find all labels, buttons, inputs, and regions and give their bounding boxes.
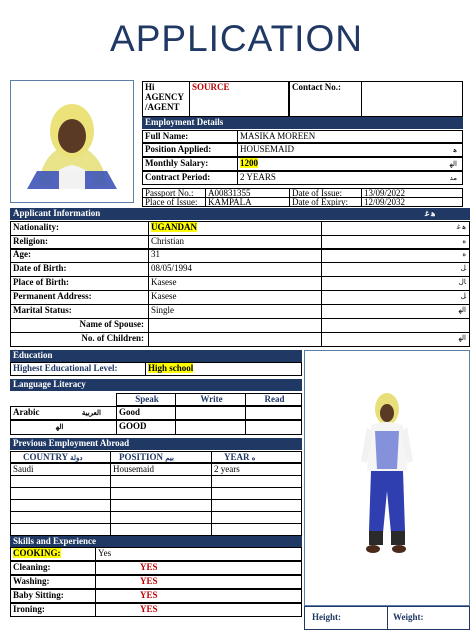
- applicant-value: Kasese: [148, 276, 322, 291]
- applicant-label: Place of Birth:: [10, 276, 149, 291]
- prev-row-position: [110, 523, 212, 536]
- portrait-icon: [11, 81, 133, 202]
- skill-value: Yes: [95, 547, 302, 561]
- applicant-value: Kasese: [148, 290, 322, 305]
- skill-label: Ironing:: [10, 603, 96, 617]
- passport-no-label: Passport No.:: [142, 188, 206, 198]
- portrait-photo: [10, 80, 134, 203]
- prev-row-year: 2 years: [211, 463, 302, 476]
- applicant-arabic: ﻞ: [321, 290, 470, 305]
- weight-label: Weight:: [393, 612, 424, 622]
- prev-row-country: Saudi: [10, 463, 111, 476]
- contact-label: Contact No.:: [289, 81, 362, 117]
- applicant-arabic: ﺎﻝ: [321, 276, 470, 291]
- applicant-arabic: ﺍﻟﻬ: [321, 304, 470, 319]
- fullbody-photo: [304, 350, 470, 606]
- applicant-label: Nationality:: [10, 221, 149, 236]
- language-header: Language Literacy: [10, 379, 302, 391]
- contact-value: [361, 81, 463, 117]
- education-level-value: High school: [145, 362, 302, 376]
- language-english-write: [175, 420, 246, 435]
- applicant-arabic: ﻫ ﻏ: [321, 221, 470, 236]
- contract-label: Contract Period:: [142, 171, 238, 185]
- prev-row-year: [211, 523, 302, 536]
- language-col-read: Read: [245, 393, 302, 406]
- applicant-label: Name of Spouse:: [10, 318, 149, 333]
- language-col-speak: Speak: [116, 393, 176, 406]
- applicant-value: Christian: [148, 235, 322, 250]
- applicant-label: No. of Children:: [10, 332, 149, 347]
- skill-value: YES: [95, 603, 302, 617]
- full-name-label: Full Name:: [142, 130, 238, 143]
- place-issue-value: KAMPALA: [205, 197, 290, 207]
- prev-row-country: [10, 523, 111, 536]
- contract-value: 2 YEARS ﻣﺪ: [237, 171, 463, 185]
- applicant-label: Marital Status:: [10, 304, 149, 319]
- applicant-arabic: ﻩ: [321, 248, 470, 263]
- prev-col-country: COUNTRY دولة: [10, 451, 111, 463]
- language-english-read: [245, 420, 302, 435]
- language-row-arabic: Arabic العربية: [10, 406, 117, 420]
- height-label: Height:: [312, 612, 341, 622]
- agency-label: Hi AGENCY /AGENT: [142, 81, 190, 117]
- prev-row-position: Housemaid: [110, 463, 212, 476]
- applicant-arabic: ﻩ: [321, 235, 470, 250]
- measure-divider: [387, 606, 388, 630]
- language-col-write: Write: [175, 393, 246, 406]
- source-cell: SOURCE: [189, 81, 289, 117]
- applicant-value: [148, 318, 322, 333]
- prev-col-year: YEAR ﻩ: [211, 451, 302, 463]
- date-issue-value: 13/09/2022: [361, 188, 463, 198]
- applicant-value: 31: [148, 248, 322, 263]
- position-value: HOUSEMAID ﻫ: [237, 143, 463, 157]
- education-header: Education: [10, 350, 302, 362]
- skill-value: YES: [95, 575, 302, 589]
- fullbody-icon: [305, 351, 469, 605]
- language-row-english: ﺍﻟﻬ: [10, 420, 117, 435]
- skill-label: Washing:: [10, 575, 96, 589]
- language-arabic-read: [245, 406, 302, 420]
- applicant-value: 08/05/1994: [148, 262, 322, 277]
- applicant-arabic: ﻞ: [321, 262, 470, 277]
- applicant-value: [148, 332, 322, 347]
- salary-value: 1200 ﺍﻟﻬ: [237, 157, 463, 171]
- previous-employment-header: Previous Employment Abroad: [10, 438, 302, 450]
- prev-col-position: POSITION ﺑﻴﻢ: [110, 451, 212, 463]
- skill-label: Baby Sitting:: [10, 589, 96, 603]
- language-arabic-write: [175, 406, 246, 420]
- place-issue-label: Place of Issue:: [142, 197, 206, 207]
- applicant-info-header: Applicant Information ﻫ ﻏ: [10, 208, 470, 220]
- language-arabic-speak: Good: [116, 406, 176, 420]
- skill-value: YES: [95, 589, 302, 603]
- skills-header: Skills and Experience: [10, 536, 302, 547]
- date-expiry-value: 12/09/2032: [361, 197, 463, 207]
- date-expiry-label: Date of Expiry:: [289, 197, 362, 207]
- date-issue-label: Date of Issue:: [289, 188, 362, 198]
- skill-label: COOKING:: [10, 547, 96, 561]
- applicant-label: Permanent Address:: [10, 290, 149, 305]
- salary-label: Monthly Salary:: [142, 157, 238, 171]
- applicant-value: UGANDAN: [148, 221, 322, 236]
- page-title: APPLICATION: [110, 18, 363, 59]
- language-english-speak: GOOD: [116, 420, 176, 435]
- skill-label: Cleaning:: [10, 561, 96, 575]
- applicant-label: Date of Birth:: [10, 262, 149, 277]
- skill-value: YES: [95, 561, 302, 575]
- full-name-value: MASIKA MOREEN: [237, 130, 463, 143]
- applicant-label: Religion:: [10, 235, 149, 250]
- applicant-arabic: ﺍﻟﻬ: [321, 332, 470, 347]
- applicant-label: Age:: [10, 248, 149, 263]
- position-label: Position Applied:: [142, 143, 238, 157]
- applicant-value: Single: [148, 304, 322, 319]
- passport-no-value: A00831355: [205, 188, 290, 198]
- education-level-label: Highest Educational Level:: [10, 362, 146, 376]
- applicant-arabic: [321, 318, 470, 333]
- employment-details-header: Employment Details: [142, 117, 463, 129]
